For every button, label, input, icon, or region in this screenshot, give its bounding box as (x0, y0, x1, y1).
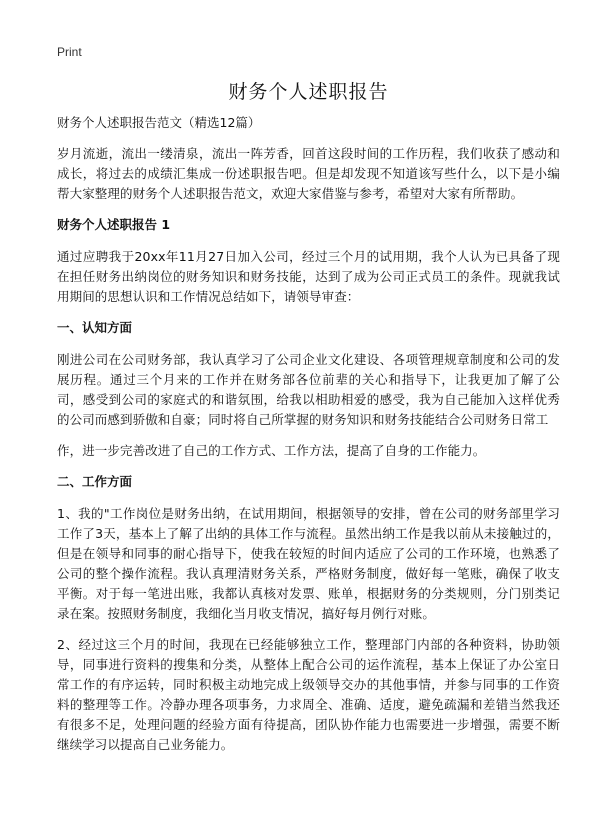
cognition-paragraph-2: 作，进一步完善改进了自己的工作方式、工作方法，提高了自身的工作能力。 (57, 443, 486, 458)
work-heading: 二、工作方面 (57, 474, 133, 489)
work-paragraph-2: 2、经过这三个月的时间，我现在已经能够独立工作，整理部门内部的各种资料，协助领导，同事进行资料的搜集和分类，从整体上配合公司的运作流程，基本上保证了办公室日常工作的有序运转，同时积极主动地完成上级领导交办的其他事情，并参与同事的工作资料的整理等工作。冷静办理各项事务，力求周全、准确、适度，避免疏漏和差错当然我还有很多不足，处理问题的经验方面有待提高，团队协作能力也需要进一步增强，需要不断继续学习以提高自己业务能力。 (57, 637, 560, 752)
cognition-paragraph-1: 刚进公司在公司财务部，我认真学习了公司企业文化建设、各项管理规章制度和公司的发展历程。通过三个月来的工作并在财务部各位前辈的关心和指导下，让我更加了解了公司，感受到公司的家庭式的和谐氛围，给我以相助相爱的感受，我为自己能加入这样优秀的公司而感到骄傲和自豪；同时将自己所掌握的财务知识和财务技能结合公司财务日常工 (57, 352, 560, 427)
print-label[interactable]: Print (57, 45, 82, 59)
cognition-heading: 一、认知方面 (57, 320, 133, 335)
work-paragraph-1: 1、我的"工作岗位是财务出纳，在试用期间，根据领导的安排，曾在公司的财务部里学习工作了3天，基本上了解了出纳的具体工作与流程。虽然出纳工作是我以前从未接触过的，但是在领导和同事的耐心指导下，使我在较短的时间内适应了公司的工作环境，也熟悉了公司的整个操作流程。我认真理清财务关系，严格财务制度，做好每一笔账，确保了收支平衡。对于每一笔进出账，我都认真核对发票、账单，根据财务的分类规则，分门别类记录在案。按照财务制度，我细化当月收支情况，搞好每月例行对账。 (57, 506, 560, 621)
section-1-heading: 财务个人述职报告 1 (57, 217, 171, 232)
document-title: 财务个人述职报告 (228, 81, 389, 103)
section-1-paragraph: 通过应聘我于20xx年11月27日加入公司，经过三个月的试用期，我个人认为已具备了现在担任财务出纳岗位的财务知识和财务技能，达到了成为公司正式员工的条件。现就我试用期间的思想认识和工作情况总结如下，请领导审查： (57, 249, 560, 304)
intro-paragraph: 岁月流逝，流出一缕清泉，流出一阵芳香，回首这段时间的工作历程，我们收获了感动和成长，将过去的成绩汇集成一份述职报告吧。但是却发现不知道该写些什么，以下是小编帮大家整理的财务个人述职报告范文，欢迎大家借鉴与参考，希望对大家有所帮助。 (57, 146, 560, 201)
document-subtitle: 财务个人述职报告范文（精选12篇） (57, 115, 261, 130)
